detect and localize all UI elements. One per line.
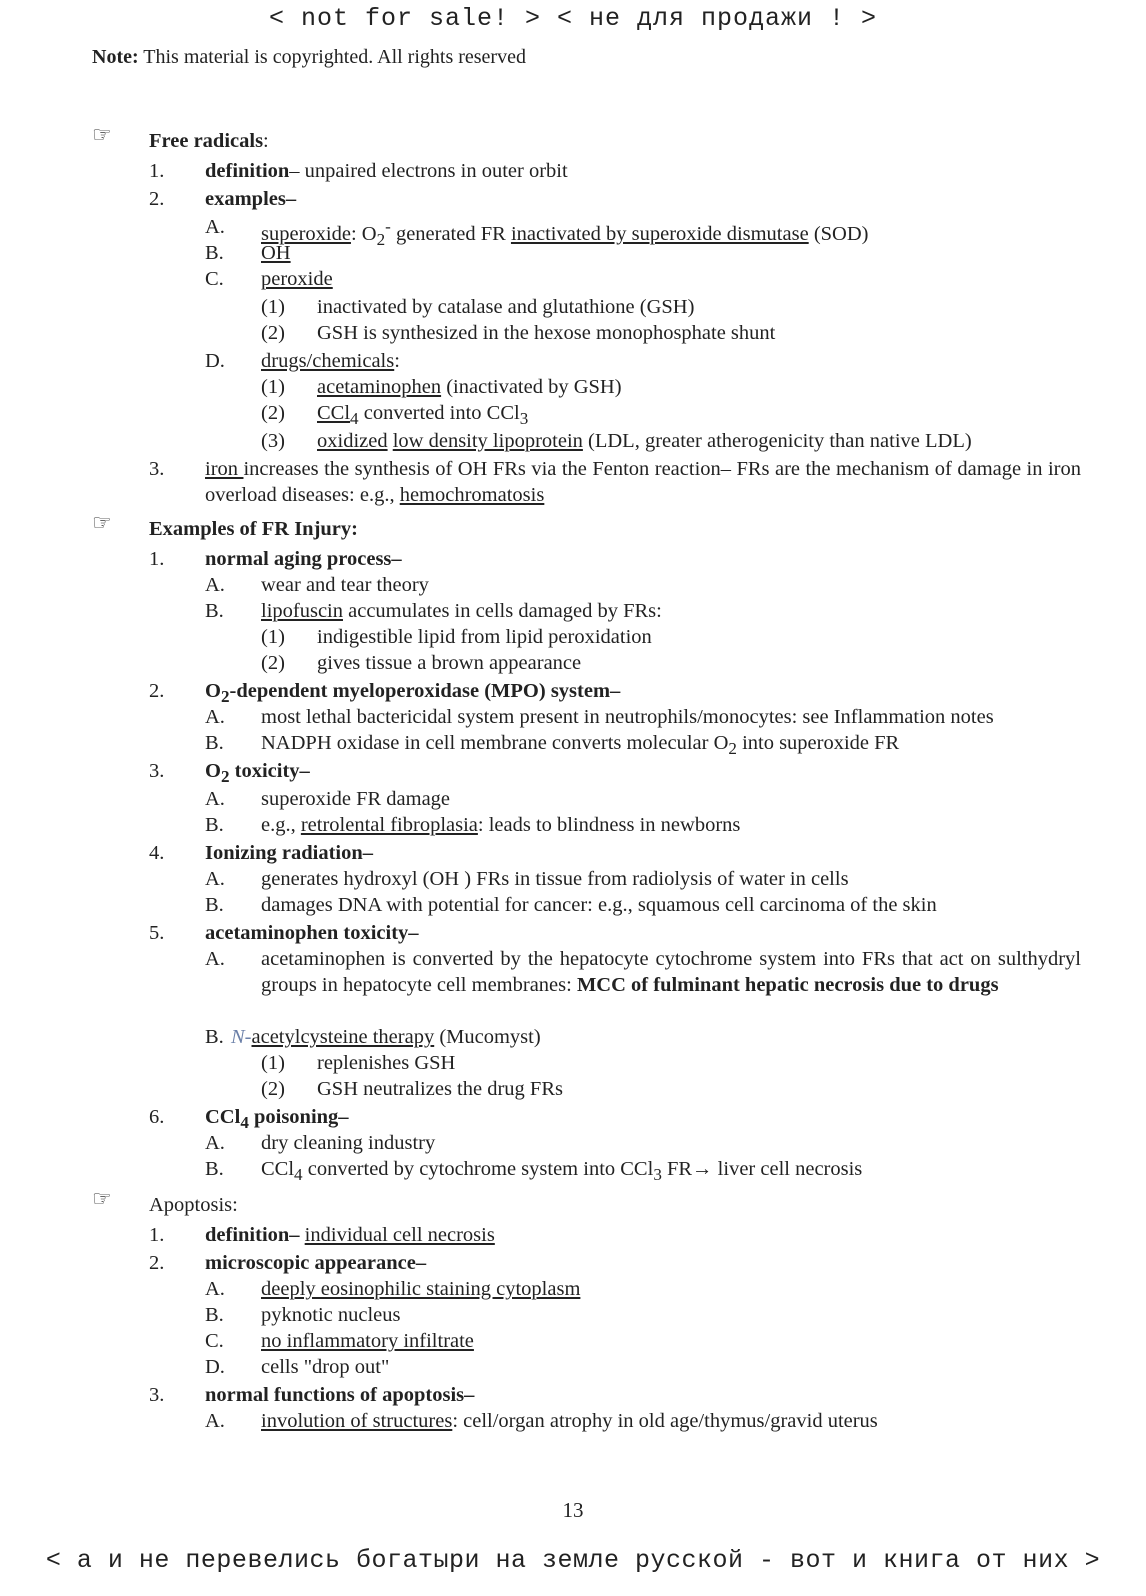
- sub-item: [205, 240, 291, 266]
- sub-item-letter: B.: [205, 1304, 224, 1326]
- sub-item-letter: A.: [205, 574, 225, 596]
- sub-item-text: accumulates in cells damaged by FRs:: [343, 600, 662, 622]
- heading-colon: :: [263, 130, 269, 152]
- sub-sub-term: oxidized: [317, 430, 388, 452]
- top-banner: < not for sale! > < не для продажи ! >: [268, 4, 878, 33]
- sub-item-text: CCl: [261, 1158, 295, 1180]
- sub-sub-item: [261, 624, 652, 650]
- sub-item: [205, 572, 429, 598]
- sub-item-text: wear and tear theory: [261, 574, 429, 596]
- sub-item-letter: B.: [205, 814, 224, 836]
- item-term: -dependent myeloperoxidase (MPO) system–: [229, 680, 621, 702]
- sub-item-letter: B.: [205, 242, 224, 264]
- sub-item-term: retrolental fibroplasia: [300, 814, 478, 836]
- sub-sub-term: acetaminophen: [317, 376, 442, 398]
- subscript: 2: [220, 767, 230, 787]
- sub-item: [205, 1328, 474, 1354]
- sub-item: [205, 348, 400, 374]
- sub-item-letter: B.: [205, 1158, 224, 1180]
- sub-item-letter: C.: [205, 268, 224, 290]
- sub-item: [205, 866, 849, 892]
- sub-item-text: deeply eosinophilic staining cytoplasm: [261, 1278, 581, 1300]
- sub-sub-item: [261, 400, 529, 429]
- sub-item: [205, 812, 741, 838]
- list-item: [149, 1222, 495, 1248]
- sub-sub-text: GSH is synthesized in the hexose monophosphate shunt: [317, 322, 776, 344]
- subscript: 3: [519, 409, 529, 429]
- sub-sub-number: (3): [261, 430, 285, 452]
- sub-item-text: : O: [350, 222, 377, 245]
- sub-item-text: generates hydroxyl (OH ) FRs in tissue from radiolysis of water in cells: [261, 868, 849, 890]
- item-number: 5.: [149, 922, 165, 944]
- item-number: 1.: [149, 548, 165, 570]
- list-item: [149, 678, 621, 707]
- item-number: 1.: [149, 1224, 165, 1246]
- item-term: acetaminophen toxicity–: [205, 922, 419, 944]
- note-label: Note:: [92, 46, 139, 68]
- sub-item-letter: A.: [205, 706, 225, 728]
- note-text: This material is copyrighted. All rights reserved: [143, 46, 526, 68]
- sub-item-term: OH: [261, 242, 291, 264]
- sub-item: [205, 892, 937, 918]
- sub-sub-number: (2): [261, 1078, 285, 1100]
- sub-sub-text: converted into CCl: [358, 402, 520, 424]
- bottom-banner: < а и не перевелись богатыри на земле русской - вот и книга от них >: [45, 1546, 1101, 1575]
- subscript: 2: [376, 229, 386, 249]
- sub-item: [205, 786, 451, 812]
- sub-sub-number: (1): [261, 626, 285, 648]
- pointing-hand-icon: ☞: [92, 1186, 112, 1211]
- sub-item: [205, 214, 869, 249]
- sub-sub-number: (1): [261, 1052, 285, 1074]
- item-number: 3.: [149, 1384, 165, 1406]
- sub-item-term: MCC of fulminant hepatic necrosis due to drugs: [576, 974, 999, 996]
- item-term: definition–: [205, 1224, 305, 1246]
- sub-item: [205, 704, 994, 730]
- sub-item-text: e.g.,: [261, 814, 301, 836]
- sub-sub-text: (inactivated by GSH): [441, 376, 622, 398]
- section-heading: Examples of FR Injury:: [149, 518, 358, 540]
- sub-item-letter: A.: [205, 788, 225, 810]
- list-item: [149, 1250, 427, 1276]
- sub-item: [205, 1276, 581, 1302]
- sub-item-term: peroxide: [261, 268, 333, 290]
- sub-item: [205, 1156, 863, 1185]
- sub-item-term: lipofuscin: [261, 600, 343, 622]
- sub-item-text: (SOD): [808, 222, 869, 245]
- sub-sub-text: GSH neutralizes the drug FRs: [317, 1078, 563, 1100]
- item-number: 2.: [149, 680, 165, 702]
- item-term: iron: [205, 458, 244, 480]
- pointing-hand-icon: ☞: [92, 122, 112, 147]
- subscript: 4: [350, 409, 359, 429]
- sub-item-term: drugs/chemicals: [261, 350, 395, 372]
- sub-item-text: FR→ liver cell necrosis: [661, 1158, 863, 1180]
- item-number: 3.: [149, 458, 165, 480]
- sub-item: [205, 266, 333, 292]
- list-item: [149, 840, 374, 866]
- sub-item: [205, 730, 900, 759]
- sub-sub-number: (1): [261, 376, 285, 398]
- item-number: 2.: [149, 1252, 165, 1274]
- item-term: hemochromatosis: [399, 484, 545, 506]
- item-text: increases the synthesis of OH FRs via the Fenton reaction– FRs are the mechanism of damage in iron overload diseases: e.g.,: [205, 458, 1081, 506]
- sub-item-text: converted by cytochrome system into CCl: [302, 1158, 654, 1180]
- item-text: individual cell necrosis: [304, 1224, 495, 1246]
- sub-item-letter: A.: [205, 1278, 225, 1300]
- sub-item-letter: A.: [205, 216, 225, 238]
- sub-item-text: most lethal bactericidal system present in neutrophils/monocytes: see Inflammation notes: [261, 706, 994, 728]
- sub-item-text: pyknotic nucleus: [261, 1304, 401, 1326]
- sub-item-letter: B.: [205, 894, 224, 916]
- superscript: -: [385, 217, 391, 236]
- subscript: 2: [728, 739, 737, 759]
- list-item: [149, 158, 568, 184]
- sub-sub-item: [261, 320, 776, 346]
- sub-sub-term: low density lipoprotein: [392, 430, 583, 452]
- sub-item: [205, 946, 1081, 996]
- sub-sub-text: gives tissue a brown appearance: [317, 652, 582, 674]
- list-item: [149, 1382, 475, 1408]
- heading-text: Free radicals: [149, 130, 264, 152]
- item-number: 2.: [149, 188, 165, 210]
- item-number: 3.: [149, 760, 165, 782]
- sub-item: [205, 1302, 401, 1328]
- section-heading: Apoptosis:: [149, 1194, 238, 1216]
- item-term: microscopic appearance–: [205, 1252, 427, 1274]
- sub-item-letter: A.: [205, 1410, 225, 1432]
- list-item: [149, 920, 419, 946]
- subscript: 4: [240, 1113, 249, 1133]
- sub-sub-item: [261, 374, 622, 400]
- sub-item-letter: A.: [205, 868, 225, 890]
- sub-item-text: superoxide FR damage: [261, 788, 451, 810]
- sub-item-letter: B.: [205, 1026, 224, 1048]
- sub-item-text: : leads to blindness in newborns: [477, 814, 741, 836]
- subscript: 3: [653, 1165, 662, 1185]
- item-number: 1.: [149, 160, 165, 182]
- sub-item-text: NADPH oxidase in cell membrane converts molecular O: [261, 732, 729, 754]
- page-number: 13: [562, 1498, 584, 1522]
- subscript: 4: [294, 1165, 303, 1185]
- sub-item-letter: A.: [205, 1132, 225, 1154]
- sub-item: [205, 1130, 436, 1156]
- sub-sub-item: [261, 294, 695, 320]
- sub-sub-text: replenishes GSH: [317, 1052, 456, 1074]
- sub-item-term: superoxide: [261, 222, 351, 245]
- sub-item-text: no inflammatory infiltrate: [261, 1330, 474, 1352]
- sub-item-letter: D.: [205, 1356, 225, 1378]
- sub-item: [205, 1024, 541, 1050]
- sub-item-text: into superoxide FR: [736, 732, 900, 754]
- item-term: Ionizing radiation–: [205, 842, 374, 864]
- list-item: [149, 186, 297, 212]
- item-number: 6.: [149, 1106, 165, 1128]
- item-text: – unpaired electrons in outer orbit: [289, 160, 568, 182]
- sub-item-term: acetylcysteine therapy: [251, 1026, 435, 1048]
- sub-sub-item: [261, 650, 582, 676]
- sub-item-letter: B.: [205, 732, 224, 754]
- sub-sub-item: [261, 428, 972, 454]
- sub-item-text: cells "drop out": [261, 1356, 390, 1378]
- sub-sub-text: indigestible lipid from lipid peroxidation: [317, 626, 652, 648]
- sub-sub-item: [261, 1050, 456, 1076]
- sub-sub-text: (LDL, greater atherogenicity than native LDL): [582, 430, 972, 452]
- sub-sub-item: [261, 1076, 563, 1102]
- sub-sub-number: (1): [261, 296, 285, 318]
- sub-item-text: damages DNA with potential for cancer: e.g., squamous cell carcinoma of the skin: [261, 894, 937, 916]
- sub-item-text: (Mucomyst): [434, 1026, 541, 1048]
- sub-item-letter: D.: [205, 350, 225, 372]
- sub-sub-number: (2): [261, 322, 285, 344]
- sub-sub-number: (2): [261, 402, 285, 424]
- list-item: [149, 546, 402, 572]
- item-term: normal functions of apoptosis–: [205, 1384, 475, 1406]
- sub-sub-term: CCl: [317, 402, 351, 424]
- section-heading: [149, 128, 269, 154]
- copyright-note: [92, 46, 526, 69]
- handwritten-note: N-: [231, 1026, 252, 1048]
- sub-item-letter: B.: [205, 600, 224, 622]
- sub-item-term: involution of structures: [261, 1410, 453, 1432]
- sub-item-letter: A.: [205, 948, 225, 970]
- item-term: definition: [205, 160, 290, 182]
- sub-item-text: inactivated by superoxide dismutase: [510, 222, 809, 245]
- sub-item: [205, 1354, 390, 1380]
- sub-item: [205, 1408, 878, 1434]
- item-term: O: [205, 680, 221, 702]
- sub-item-text: : cell/organ atrophy in old age/thymus/gravid uterus: [452, 1410, 878, 1432]
- subscript: 2: [220, 687, 230, 707]
- item-term: examples–: [205, 188, 297, 210]
- item-term: normal aging process–: [205, 548, 402, 570]
- item-term: toxicity–: [229, 760, 310, 782]
- sub-item-colon: :: [394, 350, 400, 372]
- item-term: CCl: [205, 1106, 241, 1128]
- list-item: [149, 758, 310, 787]
- sub-item-text: generated FR: [390, 222, 511, 245]
- list-item: [149, 1104, 349, 1133]
- sub-item-text: dry cleaning industry: [261, 1132, 436, 1154]
- sub-item-text: acetaminophen is converted by the hepatocyte cytochrome system into FRs that act on sulthydryl groups in hepatocyte cell membranes:: [261, 948, 1081, 996]
- item-term: poisoning–: [248, 1106, 349, 1128]
- pointing-hand-icon: ☞: [92, 510, 112, 535]
- sub-sub-number: (2): [261, 652, 285, 674]
- list-item: [149, 456, 1081, 506]
- item-number: 4.: [149, 842, 165, 864]
- sub-sub-text: inactivated by catalase and glutathione (GSH): [317, 296, 695, 318]
- item-term: O: [205, 760, 221, 782]
- sub-item-letter: C.: [205, 1330, 224, 1352]
- sub-item: [205, 598, 662, 624]
